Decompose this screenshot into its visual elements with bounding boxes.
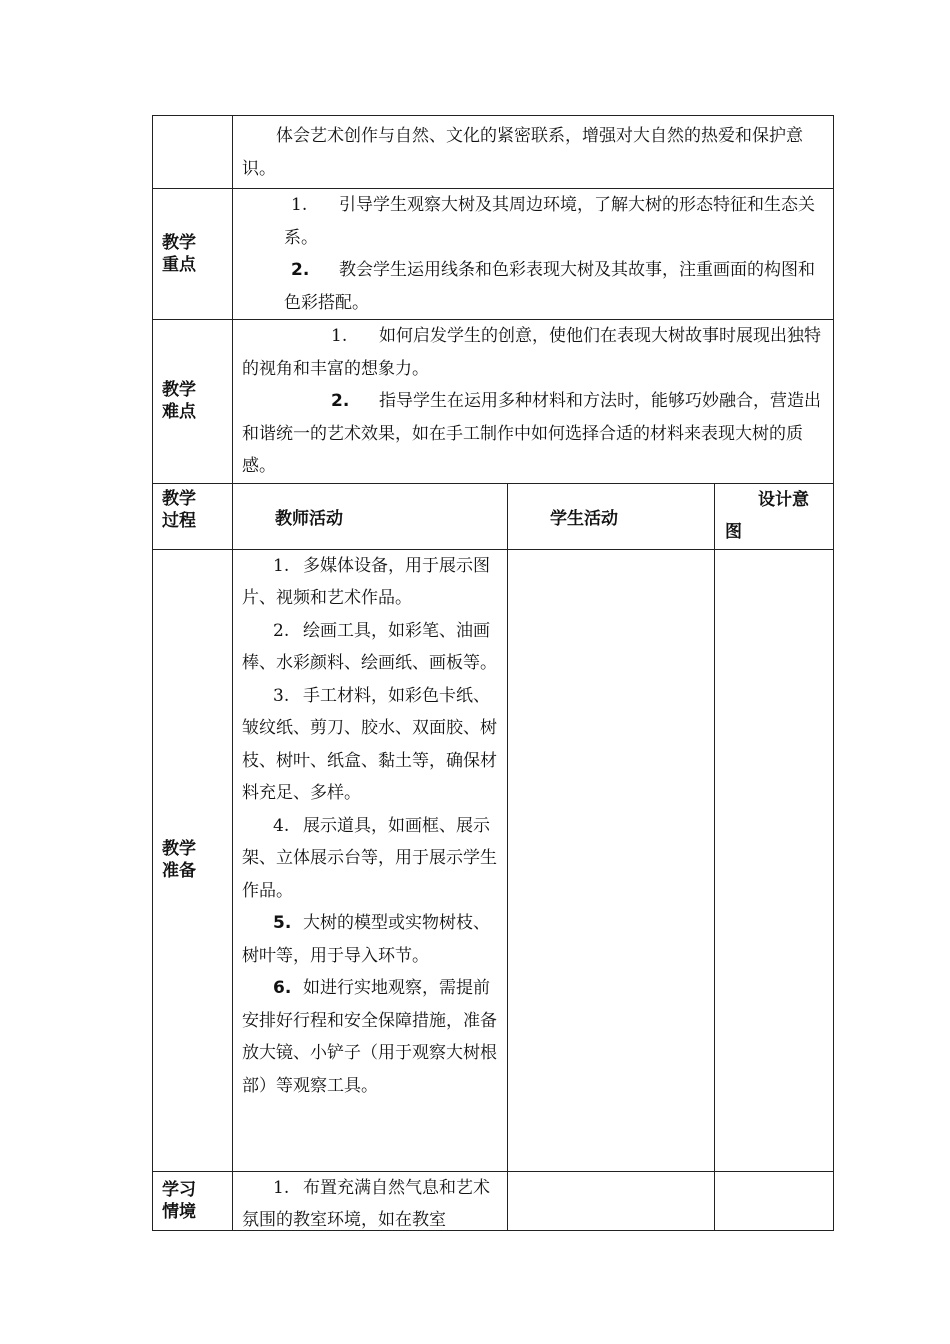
situation-label: 学习 情境	[153, 1171, 233, 1230]
difficulty-item: 1. 如何启发学生的创意，使他们在表现大树故事时展现出独特的视角和丰富的想象力。	[242, 326, 821, 379]
situation-text-clip	[242, 1172, 503, 1229]
situation-row	[153, 1171, 834, 1230]
difficulties-label: 教学 难点	[153, 320, 233, 484]
design-intent-header: 设计意 图	[715, 483, 834, 549]
preparation-item: 3. 手工材料，如彩色卡纸、皱纹纸、剪刀、胶水、双面胶、树枝、树叶、纸盒、黏土等，确保材料充足、多样。	[242, 685, 497, 803]
difficulties-content	[233, 320, 834, 484]
preparation-design-cell	[715, 549, 834, 1171]
key-points-content	[233, 189, 834, 320]
goal-text: 体会艺术创作与自然、文化的紧密联系，增强对大自然的热爱和保护意识。	[242, 126, 803, 179]
situation-teacher-cell	[233, 1171, 508, 1230]
goal-content-cell	[233, 116, 834, 189]
process-label: 教学 过程	[153, 483, 233, 549]
difficulties-row	[153, 320, 834, 484]
preparation-label: 教学 准备	[153, 549, 233, 1171]
key-points-row	[153, 189, 834, 320]
preparation-item: 1. 多媒体设备，用于展示图片、视频和艺术作品。	[242, 555, 490, 608]
key-points-label: 教学 重点	[153, 189, 233, 320]
situation-item: 1. 布置充满自然气息和艺术氛围的教室环境，如在教室	[242, 1177, 490, 1229]
situation-design-cell	[715, 1171, 834, 1230]
preparation-student-cell	[508, 549, 715, 1171]
key-point-item: 2. 教会学生运用线条和色彩表现大树及其故事，注重画面的构图和色彩搭配。	[284, 260, 815, 313]
teacher-activity-header: 教师活动	[233, 483, 508, 549]
process-header-row	[153, 483, 834, 549]
difficulty-item: 2. 指导学生在运用多种材料和方法时，能够巧妙融合，营造出和谐统一的艺术效果，如在手工制作中如何选择合适的材料来表现大树的质感。	[242, 391, 821, 476]
preparation-item: 6. 如进行实地观察，需提前安排好行程和安全保障措施，准备放大镜、小铲子（用于观察大树根部）等观察工具。	[242, 978, 497, 1096]
key-point-item: 1. 引导学生观察大树及其周边环境，了解大树的形态特征和生态关系。	[284, 195, 815, 248]
goal-row	[153, 116, 834, 189]
preparation-item: 4. 展示道具，如画框、展示架、立体展示台等，用于展示学生作品。	[242, 815, 497, 901]
situation-student-cell	[508, 1171, 715, 1230]
preparation-item: 2. 绘画工具，如彩笔、油画棒、水彩颜料、绘画纸、画板等。	[242, 620, 497, 673]
preparation-teacher-cell	[233, 549, 508, 1171]
student-activity-header: 学生活动	[508, 483, 715, 549]
preparation-row	[153, 549, 834, 1171]
lesson-plan-table	[152, 115, 834, 1231]
preparation-item: 5. 大树的模型或实物树枝、树叶等，用于导入环节。	[242, 913, 490, 966]
goal-label-cell	[153, 116, 233, 189]
